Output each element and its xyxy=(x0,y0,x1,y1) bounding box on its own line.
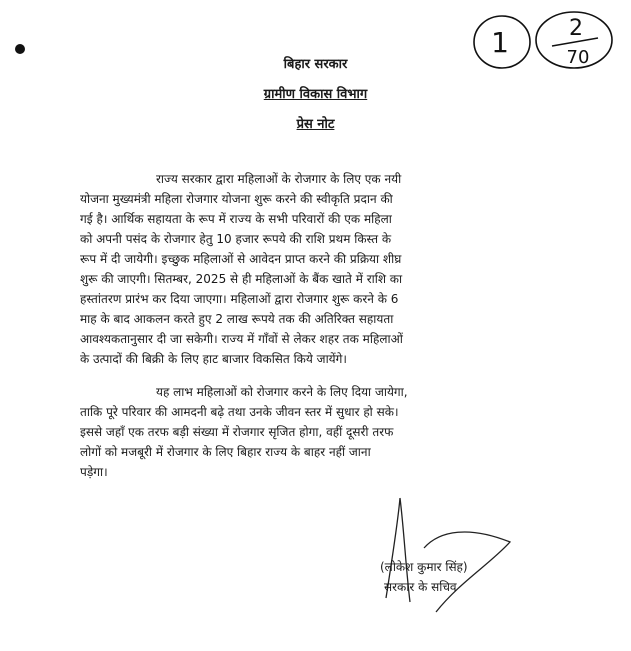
page-fraction-top: 2 xyxy=(569,16,583,41)
paragraph-1-line: राज्य सरकार द्वारा महिलाओं के रोजगार के लिए एक नयी xyxy=(156,172,402,186)
paragraph-1-line: आवश्यकतानुसार दी जा सकेगी। राज्य में गाँवों से लेकर शहर तक महिलाओं xyxy=(80,332,403,346)
signatory-name: (लोकेश कुमार सिंह) xyxy=(380,560,468,574)
paragraph-2-line: इससे जहाँ एक तरफ बड़ी संख्या में रोजगार सृजित होगा, वहीं दूसरी तरफ xyxy=(80,425,394,439)
paragraph-1-line: माह के बाद आकलन करते हुए 2 लाख रूपये तक की अतिरिक्त सहायता xyxy=(80,312,394,326)
paragraph-1-line: योजना मुख्यमंत्री महिला रोजगार योजना शुरू करने की स्वीकृति प्रदान की xyxy=(80,192,393,206)
paragraph-1-line: रूप में दी जायेगी। इच्छुक महिलाओं से आवेदन प्राप्त करने की प्रक्रिया शीघ्र xyxy=(80,252,402,266)
paragraph-2-line: लोगों को मजबूरी में रोजगार के लिए बिहार राज्य के बाहर नहीं जाना xyxy=(80,445,371,459)
paragraph-2-line: यह लाभ महिलाओं को रोजगार करने के लिए दिया जायेगा, xyxy=(156,385,408,399)
government-title: बिहार सरकार xyxy=(283,57,348,72)
document-header xyxy=(0,50,631,140)
signature-scribble xyxy=(340,490,540,620)
paragraph-1-line: को अपनी पसंद के रोजगार हेतु 10 हजार रूपये की राशि प्रथम किस्त के xyxy=(80,232,392,246)
document-type-title: प्रेस नोट xyxy=(296,117,335,132)
paragraph-2-line: पड़ेगा। xyxy=(80,465,108,479)
department-title: ग्रामीण विकास विभाग xyxy=(263,87,368,102)
signatory-designation: सरकार के सचिव xyxy=(384,580,457,594)
paragraph-1-line: गई है। आर्थिक सहायता के रूप में राज्य के सभी परिवारों की एक महिला xyxy=(80,212,392,226)
paragraph-1 xyxy=(80,169,536,369)
paragraph-2-line: ताकि पूरे परिवार की आमदनी बढ़े तथा उनके जीवन स्तर में सुधार हो सके। xyxy=(80,405,399,419)
page-number-circled: 1 xyxy=(491,26,509,59)
page-fraction-bottom: 70 xyxy=(566,47,590,68)
paragraph-1-line: हस्तांतरण प्रारंभ कर दिया जाएगा। महिलाओं द्वारा रोजगार शुरू करने के 6 xyxy=(80,292,399,306)
paragraph-1-line: शुरू की जाएगी। सितम्बर, 2025 से ही महिलाओं के बैंक खाते में राशि का xyxy=(80,272,403,286)
paragraph-1-line: के उत्पादों की बिक्री के लिए हाट बाजार विकसित किये जायेंगे। xyxy=(80,352,347,366)
paragraph-2 xyxy=(80,382,536,482)
